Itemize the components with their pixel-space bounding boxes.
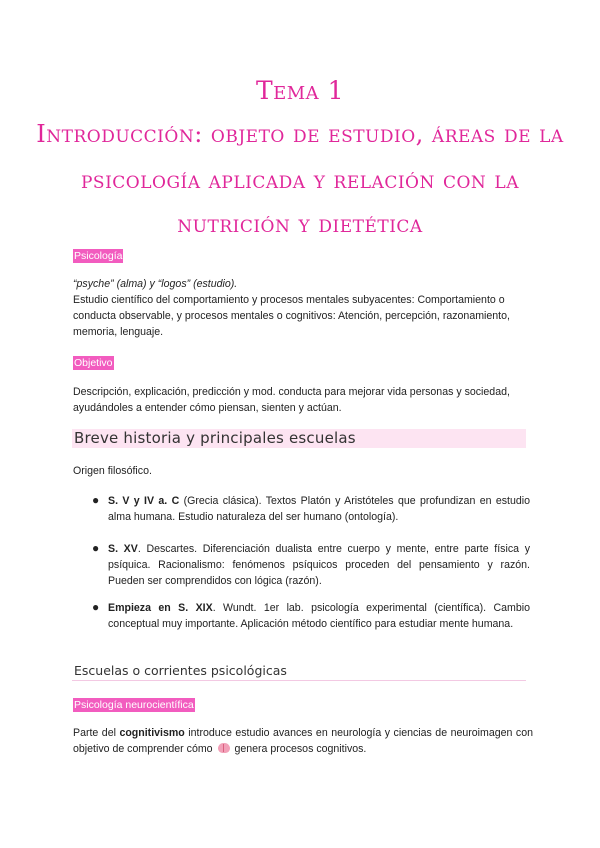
bullet-item-3 <box>108 600 530 632</box>
brain-icon <box>218 743 230 753</box>
bullet-2-text: . Descartes. Diferenciación dualista entre cuerpo y mente, entre parte física y psíquica. Racionalismo: fenómenos psíquicos proceden del pensamiento y razón. Pueden ser comprendidos con lógica (razón). <box>108 543 530 587</box>
historia-intro: Origen filosófico. <box>73 465 152 477</box>
bullet-dot: ● <box>92 541 100 555</box>
bullet-1-text: (Grecia clásica). Textos Platón y Aristóteles que profundizan en estudio alma humana. Estudio naturaleza del ser humano (ontología). <box>108 495 530 523</box>
etymology-text <box>73 276 533 292</box>
bullet-3-bold: Empieza en S. XIX <box>108 602 213 614</box>
neuro-paragraph <box>73 725 533 757</box>
neuro-post: genera procesos cognitivos. <box>231 743 367 755</box>
objetivo-label-wrap <box>73 353 114 371</box>
title-line-3: psicología aplicada y relación con la <box>80 166 519 194</box>
etymology-italic: “psyche” (alma) y “logos” (estudio). <box>73 278 238 290</box>
neuro-label: Psicología neurocientífica <box>74 699 194 711</box>
psicologia-label-wrap <box>73 246 123 264</box>
bullet-1-bold: S. V y IV a. C <box>108 495 180 507</box>
objetivo-text: Descripción, explicación, predicción y mod. conducta para mejorar vida personas y sociedad, ayudándoles a entender cómo piensan, sienten y actúan. <box>73 386 510 414</box>
bullet-item-1 <box>108 493 530 525</box>
psicologia-definition: Estudio científico del comportamiento y procesos mentales subyacentes: Comportamiento o conducta observable, y procesos mentales o cognitivos: Atención, percepción, razonamiento, memoria, lenguaje. <box>73 294 510 338</box>
bullet-3-text: . Wundt. 1er lab. psicología experimental (científica). Cambio conceptual muy importante. Aplicación método científico para estudiar mente humana. <box>108 602 530 630</box>
heading-underline <box>72 680 526 681</box>
neuro-bold: cognitivismo <box>119 727 185 739</box>
psicologia-label: Psicología <box>74 250 123 262</box>
neuro-label-wrap <box>73 695 195 713</box>
title-line-2: Introducción: objeto de estudio, áreas de la <box>36 120 564 148</box>
bullet-2-bold: S. XV <box>108 543 138 555</box>
section-heading-escuelas: Escuelas o corrientes psicológicas <box>74 663 287 678</box>
bullet-dot: ● <box>92 493 100 507</box>
neuro-mid: introduce estudio avances en neurología y ciencias de neuroimagen con objetivo de comprender cómo <box>73 727 533 755</box>
bullet-dot: ● <box>92 600 100 614</box>
title-line-4: nutrición y dietética <box>177 210 423 238</box>
objetivo-label: Objetivo <box>74 357 113 369</box>
neuro-pre: Parte del <box>73 727 120 739</box>
section-heading-historia: Breve historia y principales escuelas <box>74 429 356 447</box>
bullet-item-2 <box>108 541 530 589</box>
title-line-1: Tema 1 <box>255 76 345 105</box>
